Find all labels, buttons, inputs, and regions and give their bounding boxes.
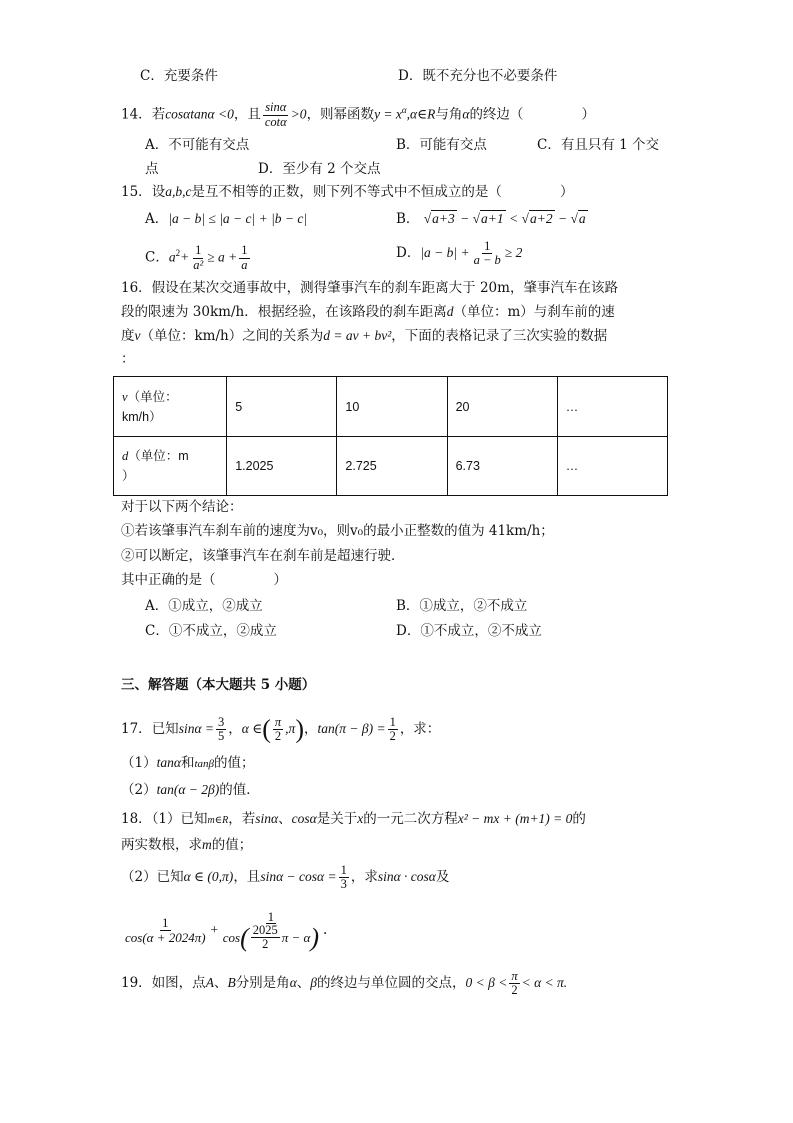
q14-option-d: D．至少有 2 个交点 [258, 161, 381, 177]
q14-option-c-cont: 点 [145, 161, 159, 177]
q16-ask: 其中正确的是（ ） [121, 572, 287, 588]
q16-option-c: C．①不成立，②成立 [145, 623, 277, 639]
q16-line-3: 度v（单位：km/h）之间的关系为d = av + bv²，下面的表格记录了三次实验的数据 [121, 328, 608, 344]
option-d: D．既不充分也不必要条件 [398, 68, 558, 84]
q14-option-a: A．不可能有交点 [145, 137, 250, 153]
q17-part-1: （1）tanα和tanβ的值； [121, 755, 255, 771]
option-c: C．充要条件 [140, 68, 218, 84]
question-18-line-2: 两实数根，求m的值； [121, 837, 253, 853]
q16-conclusion-2: ②可以断定，该肇事汽车在刹车前是超速行驶． [121, 548, 405, 564]
q17-part-2: （2）tan(α − 2β)的值． [121, 782, 260, 798]
q16-conclusions-intro: 对于以下两个结论： [121, 499, 243, 515]
q14-fraction: $\frac{\sin\alpha}{\cot\alpha}$ [264, 100, 287, 129]
q16-line-1: 16．假设在某次交通事故中，测得肇事汽车的刹车距离大于 20m，肇事汽车在该路 [121, 280, 618, 296]
question-17: 17．已知sinα = $\frac{3}{5}$ ，α ∈( $\frac{\pi}{2}$ ,π)，tan(π − β) = $\frac{1}{2}$ ，求： [121, 714, 441, 744]
table-cell: 20 [447, 377, 557, 437]
question-18-line-1: 18．（1）已知m∈R，若sinα、cosα是关于x的一元二次方程x² − mx + (m+1) = 0的 [121, 811, 586, 827]
q15-option-a: A．|a − b| ≤ |a − c| + |b − c| [145, 211, 308, 227]
q15-option-c: C．$a^2+$ $\frac{1}{\text{a²}}$ ≥ a + $\frac{1}{a}$ [145, 243, 248, 272]
table-cell: 1.2025 [227, 437, 337, 496]
q16-option-b: B．①成立，②不成立 [396, 598, 528, 614]
q15-number: 15． [121, 184, 152, 200]
q14-option-c: C．有且只有 1 个交 [537, 137, 660, 153]
question-19: 19．如图，点A、B分别是角α、β的终边与单位圆的交点，0 < β < $\frac{\pi}{2}$ < α < π. [121, 968, 568, 997]
q14-number: 14． [121, 106, 152, 123]
q16-line-2: 段的限速为 30km/h．根据经验，在该路段的刹车距离d（单位：m）与刹车前的速 [121, 304, 615, 320]
q15-option-d: D．|a − b| + $\frac{1}{a - b}$ ≥ 2 [396, 238, 523, 267]
question-18-expression: $\frac{1}{\cos(\alpha + 2024\pi)}$ + 1 cos ( $\frac{2025}{2}$ π − α ) . [125, 908, 328, 953]
question-14: 14．若cosαtanα <0，且 $\frac{\sin\alpha}{\cot\alpha}$ >0，则幂函数$y = x^\alpha,\alpha\in R$与角α的终边（ ） [121, 100, 595, 129]
table-cell: … [557, 437, 667, 496]
q14-option-b: B．可能有交点 [396, 137, 487, 153]
q16-option-a: A．①成立，②成立 [145, 598, 263, 614]
table-cell: 6.73 [447, 437, 557, 496]
q15-option-b: B． √a+3 − √a+1 < √a+2 − √a [396, 211, 586, 227]
question-18-part-2: （2）已知α ∈ (0,π)，且sinα − cosα = $\frac{1}{3}$ ，求sinα · cosα及 [121, 862, 450, 891]
table-header-d: d（单位：m ） [114, 437, 227, 496]
table-cell: 5 [227, 377, 337, 437]
question-15: 15．设a,b,c是互不相等的正数，则下列不等式中不恒成立的是（ ） [121, 184, 574, 200]
q16-option-d: D．①不成立，②不成立 [396, 623, 542, 639]
table-row [114, 437, 668, 496]
table-cell: 2.725 [337, 437, 447, 496]
experiment-table [113, 376, 668, 496]
table-header-v: v（单位： km/h） [114, 377, 227, 437]
table-row [114, 377, 668, 437]
table-cell: 10 [337, 377, 447, 437]
table-cell: … [557, 377, 667, 437]
section-title: 三、解答题（本大题共 5 小题） [121, 677, 316, 693]
q16-line-4: ： [121, 351, 135, 367]
q16-conclusion-1: ①若该肇事汽车刹车前的速度为v₀，则v₀的最小正整数的值为 41km/h； [121, 523, 554, 539]
